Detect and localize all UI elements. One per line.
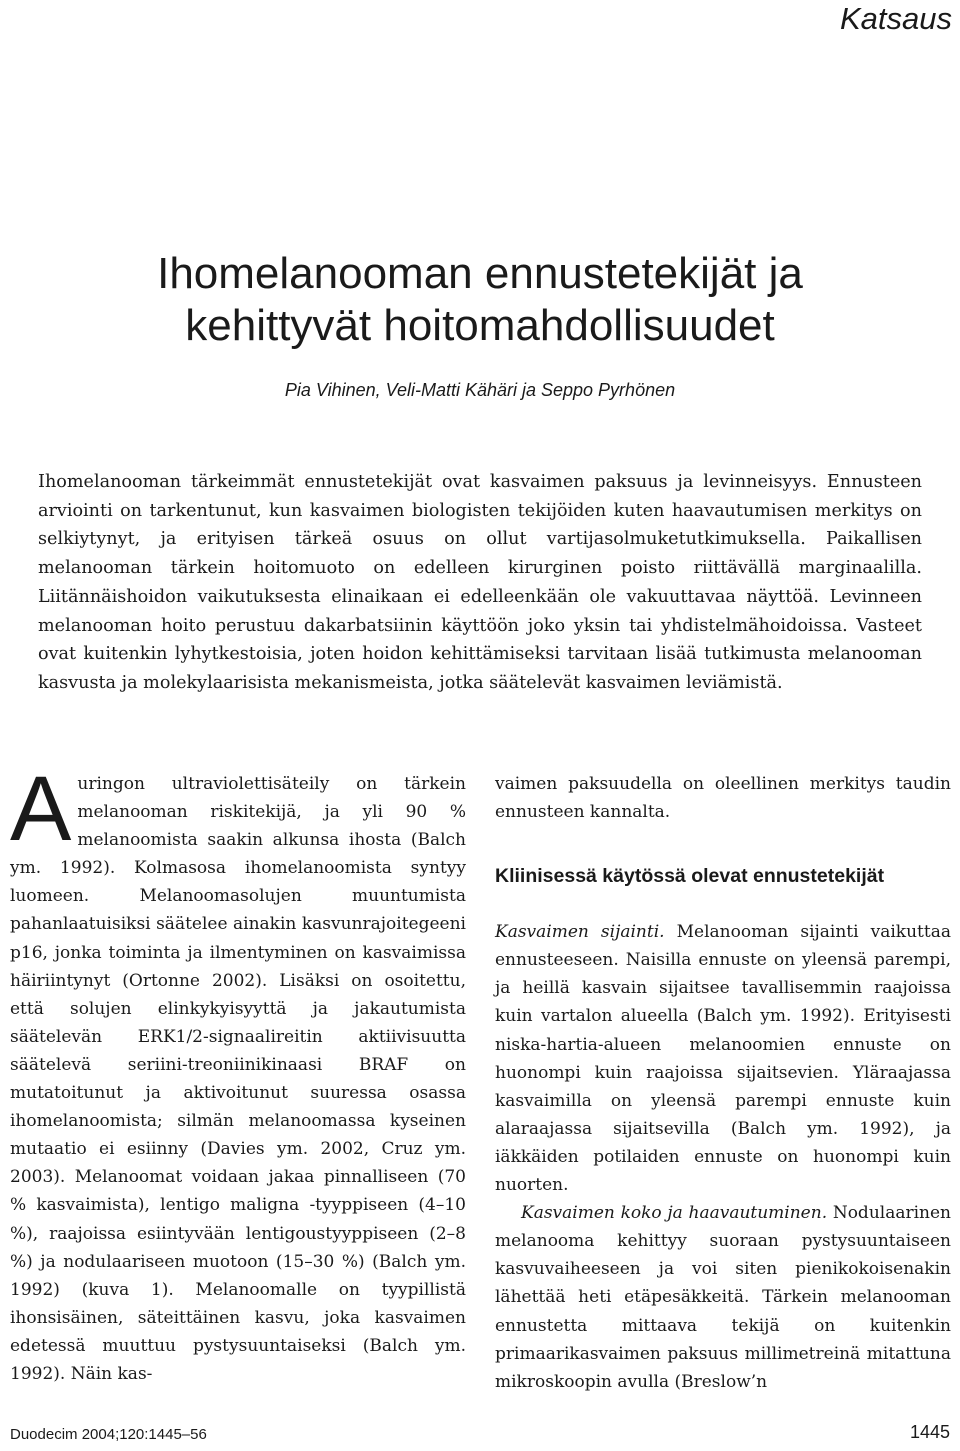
article-title [0, 248, 960, 352]
intro-paragraph [10, 758, 466, 1388]
body-column-right [495, 770, 951, 1396]
intro-text: uringon ultraviolettisäteily on tärkein melanooman riskitekijä, ja yli 90 % melanoomista saakin alkunsa ihosta (Balch ym. 1992). Kolmasosa ihomelanoomista syntyy luomeen. Melanoomasolujen muuntumista pahanlaatuisiksi säätelee ainakin kasvunrajoitegeeni p16, jonka toiminta ja ilmentyminen on kasvaimissa häiriintynyt (Ortonne 2002). Lisäksi on osoitettu, että solujen elinkykyisyyttä ja jakautumista säätelevän ERK1/2-signaalireitin aktiivisuutta säätelevä seriini-treoniinikinaasi BRAF on mutatoitunut ja aktivoitunut suuressa osassa ihomelanoomista; silmän melanoomassa kyseinen mutaatio ei esiinny (Davies ym. 2002, Cruz ym. 2003). Melanoomat voidaan jakaa pinnalliseen (70 % kasvaimista), lentigo maligna -tyyppiseen (4–10 %), raajoissa esiintyvään lentigoustyyppiseen (2–8 %) ja nodulaariseen muotoon (15–30 %) (Balch ym. 1992) (kuva 1). Melanoomalle on tyypillistä ihonsisäinen, säteittäinen kasvu, joka kasvaimen edetessä muuttuu pystysuuntaiseksi (Balch ym. 1992). Näin kas- [10, 774, 466, 1384]
page-number: 1445 [909, 1422, 950, 1442]
body-column-left [10, 758, 466, 1388]
article-authors: Pia Vihinen, Veli-Matti Kähäri ja Seppo Pyrhönen [284, 380, 676, 400]
size-lead: Kasvaimen koko ja haavautuminen. [521, 1203, 828, 1224]
drop-cap: A [10, 758, 72, 860]
section-label: Katsaus [839, 1, 952, 36]
journal-citation: Duodecim 2004;120:1445–56 [10, 1426, 207, 1443]
location-lead: Kasvaimen sijainti. [495, 922, 665, 943]
title-line-2: kehittyvät hoitomahdollisuudet [185, 301, 775, 350]
section-heading: Kliinisessä käytössä olevat ennustetekijät [495, 865, 885, 888]
continued-paragraph: vaimen paksuudella on oleellinen merkitys taudin ennusteen kannalta. [495, 774, 951, 823]
size-text: Nodulaarinen melanooma kehittyy suoraan pystysuuntaiseen kasvuvaiheeseen ja voi siten pienikokoisenakin lähettää heti etäpesäkkeitä. Tärkein melanooman ennustetta mittaava tekijä on kuitenkin primaarikasvaimen paksuus millimetreinä mitattuna mikroskoopin avulla (Breslow’n [495, 1203, 951, 1392]
size-paragraph [495, 1199, 951, 1396]
article-abstract: Ihomelanooman tärkeimmät ennustetekijät ovat kasvaimen paksuus ja levinneisyys. Ennusteen arviointi on tarkentunut, kun kasvaimen biologisten tekijöiden kuten haavautumisen merkitys on selkiytynyt, ja erityisen tärkeä osuus on ollut vartijasolmuketutkimuksella. Paikallisen melanooman tärkein hoitomuoto on edelleen kirurginen poisto riittävällä marginaalilla. Liitännäishoidon vaikutuksesta elinaikaan ei edelleenkään ole vakuuttavaa näyttöä. Levinneen melanooman hoito perustuu dakarbatsiinin käyttöön joko yksin tai yhdistelmähoidoissa. Vasteet ovat kuitenkin lyhytkestoisia, joten hoidon kehittämiseksi tarvitaan lisää tutkimusta melanooman kasvusta ja molekylaarisista mekanismeista, jotka säätelevät kasvaimen leviämistä. [38, 472, 922, 693]
location-text: Melanooman sijainti vaikuttaa ennusteeseen. Naisilla ennuste on yleensä parempi, ja heillä kasvain sijaitsee tavallisemmin raajoissa kuin vartalon alueella (Balch ym. 1992). Erityisesti niska-hartia-alueen melanoomien ennuste on huonompi kuin raajoissa sijaitsevien. Yläraajassa kasvaimilla on yleensä parempi ennuste kuin alaraajassa sijaitsevilla (Balch ym. 1992), ja iäkkäiden potilaiden ennuste on huonompi kuin nuorten. [495, 922, 951, 1196]
title-line-1: Ihomelanooman ennustetekijät ja [157, 249, 803, 298]
location-paragraph [495, 918, 951, 1199]
